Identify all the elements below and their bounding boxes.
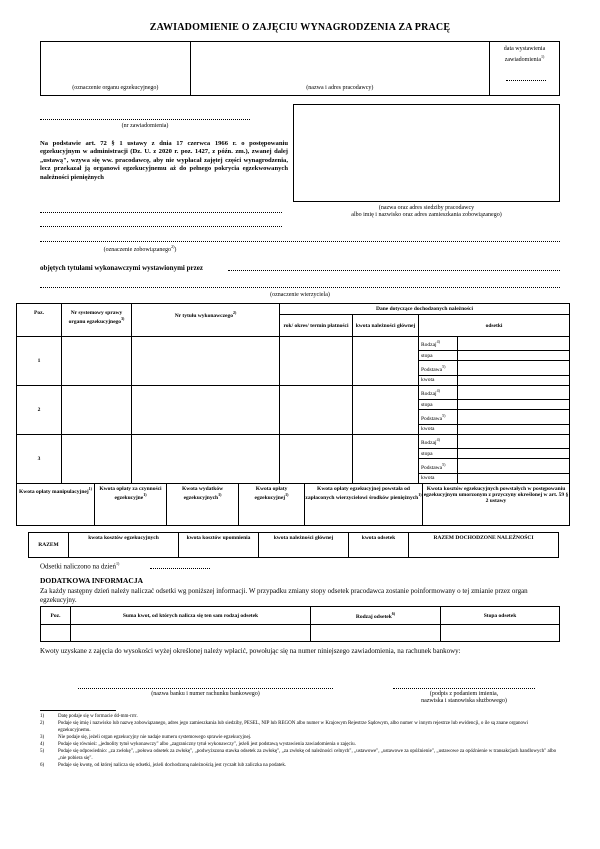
bank-caption: (nazwa banku i numer rachunku bankowego) <box>151 691 260 697</box>
col-title: Nr tytułu wykonawczego$^{2)}$ <box>132 304 280 337</box>
sub-rodzaj: Rodzaj$^{4)}$ <box>419 386 457 400</box>
total-interest: kwota odsetek <box>349 533 409 558</box>
fee-6: Kwota kosztów egzekucyjnych powstałych w postępowaniu egzekucyjnym umorzonym z przyczyny określonej w art. 59 § 2 ustawy <box>423 484 570 526</box>
notice-no-caption: (nr zawiadomienia) <box>121 123 169 129</box>
extra-col-3: Rodzaj odsetek$^{6)}$ <box>311 607 441 625</box>
row-1-title[interactable] <box>132 337 280 386</box>
col-period: rok/ okres/ termin płatności <box>280 315 353 337</box>
fee-2: Kwota opłaty za czynności egzekucyjne$^{1)}$ <box>95 484 167 526</box>
row-1-amount[interactable] <box>353 337 419 386</box>
sub-stopa-val[interactable] <box>457 351 569 361</box>
row-2-sub <box>419 386 569 434</box>
sub-kwota: kwota <box>419 473 457 483</box>
sub-podstawa-val[interactable] <box>457 459 569 473</box>
fee-1: Kwota opłaty manipulacyjnej$^{1)}$ <box>17 484 95 526</box>
footnote-5: 5) Podaje się odpowiednio: „za zwłokę", „połowa odsetek za zwłokę", „podwyższona stawka odsetek za zwłokę", „za zwłokę od należności celnych", „ustawowe", „ustawowe za opóźnienie", „ustawowe za opóźnienie w transakcjach handlowych" albo „nie pobiera się". <box>40 749 557 761</box>
row-1-sys[interactable] <box>62 337 132 386</box>
sub-rodzaj-val[interactable] <box>457 386 569 400</box>
legal-text: Na podstawie art. 72 § 1 ustawy z dnia 17 czerwca 1966 r. o postępowaniu egzekucyjnym w administracji (Dz. U. z 2020 r. poz. 1427, z późn. zm.), zwanej dalej „ustawą", wzywa się ww. pracodawcę, aby nie wypłacał zajętej części wynagrodzenia, lecz przekazał ją organowi egzekucyjnemu aż do pełnego pokrycia egzekwowanych należności pieniężnych <box>40 140 288 181</box>
extra-table <box>40 606 560 642</box>
extra-cell[interactable] <box>41 625 71 642</box>
employer-cell[interactable] <box>190 42 489 96</box>
sub-rodzaj-val[interactable] <box>457 337 569 351</box>
totals-table <box>28 532 559 558</box>
row-3-sys[interactable] <box>62 435 132 484</box>
footnote-1: 1) Datę podaje się w formacie dd-mm-rrrr. <box>40 714 138 719</box>
payment-text: Kwoty uzyskane z zajęcia do wysokości wyżej określonej należy wpłacić, powołując się na numer niniejszego zawiadomienia, na rachunek bankowy: <box>40 647 461 655</box>
row-1-sub <box>419 337 569 385</box>
extra-text: Za każdy następny dzień należy naliczać odsetki wg poniższej informacji. W przypadku zmiany stopy odsetek pracodawca zostanie poinformowany o tej zmianie przez organ egzekucyjny. <box>40 587 528 604</box>
extra-col-2: Suma kwot, od których nalicza się ten sam rodzaj odsetek <box>71 607 311 625</box>
footnotes <box>40 713 560 769</box>
obligor-line[interactable] <box>40 241 560 242</box>
row-3-amount[interactable] <box>353 435 419 484</box>
extra-col-1: Poz. <box>41 607 71 625</box>
footnote-separator <box>40 710 116 711</box>
row-2-poz: 2 <box>17 386 62 435</box>
titles-line[interactable] <box>228 270 560 271</box>
date-line <box>506 80 546 81</box>
row-2-sys[interactable] <box>62 386 132 435</box>
employer-caption: (nazwa i adres pracodawcy) <box>306 85 374 91</box>
interest-date-line[interactable] <box>150 568 210 569</box>
total-principal: kwota należności głównej <box>259 533 349 558</box>
extra-line-2[interactable] <box>40 226 282 227</box>
footnote-6: 6) Podaje się kwotę, od której nalicza się odsetki, jeżeli dochodzoną należnością jest ryczałt lub zaliczka na podatek. <box>40 763 287 768</box>
fees-table <box>16 483 570 526</box>
sub-stopa-val[interactable] <box>457 449 569 459</box>
fee-5: Kwota opłaty egzekucyjnej powstała od zapłaconych wierzycielowi środków pieniężnych$^{1)}$ <box>305 484 423 526</box>
total-costs: kwota kosztów egzekucyjnych <box>69 533 179 558</box>
sub-stopa: stopa <box>419 351 457 361</box>
col-poz: Poz. <box>17 304 62 337</box>
row-3-title[interactable] <box>132 435 280 484</box>
sub-podstawa: Podstawa$^{5)}$ <box>419 361 457 375</box>
header-table <box>40 41 560 96</box>
sub-podstawa-val[interactable] <box>457 410 569 424</box>
obligor-caption: (oznaczenie zobowiązanego$^{2)}$) <box>103 244 177 253</box>
main-table <box>16 303 570 484</box>
employer-address-box[interactable] <box>293 104 560 202</box>
row-2-period[interactable] <box>280 386 353 435</box>
row-2-interest <box>419 386 570 435</box>
row-1-poz: 1 <box>17 337 62 386</box>
footnote-4: 4) Podaje się również: „jednolity tytuł wykonawczy" albo „zagraniczny tytuł wykonawczy", jeżeli jest podstawą wystawienia zawiadomienia o zajęciu. <box>40 742 356 747</box>
creditor-caption: (oznaczenie wierzyciela) <box>270 292 330 298</box>
sub-kwota: kwota <box>419 375 457 385</box>
sub-stopa-val[interactable] <box>457 400 569 410</box>
row-1-interest <box>419 337 570 386</box>
sub-kwota: kwota <box>419 424 457 434</box>
organ-caption: (oznaczenie organu egzekucyjnego) <box>72 85 159 91</box>
sub-stopa: stopa <box>419 449 457 459</box>
bank-line[interactable] <box>78 688 333 689</box>
sub-kwota-val[interactable] <box>457 473 569 483</box>
extra-cell[interactable] <box>71 625 311 642</box>
col-sys: Nr systemowy sprawy organu egzekucyjnego$^{3)}$ <box>62 304 132 337</box>
totals-label: RAZEM <box>29 533 69 558</box>
col-interest: odsetki <box>419 315 570 337</box>
date-label: data wystawienia zawiadomienia$^{1)}$ <box>503 46 546 63</box>
row-3-period[interactable] <box>280 435 353 484</box>
row-3-interest <box>419 435 570 484</box>
sub-podstawa: Podstawa$^{5)}$ <box>419 410 457 424</box>
footnote-3: 3) Nie podaje się, jeżeli organ egzekucyjny nie nadaje numeru systemowego sprawie egzekucyjnej. <box>40 735 252 740</box>
col-amount: kwota należności głównej <box>353 315 419 337</box>
sub-rodzaj: Rodzaj$^{4)}$ <box>419 435 457 449</box>
row-3-poz: 3 <box>17 435 62 484</box>
sub-kwota-val[interactable] <box>457 424 569 434</box>
sub-rodzaj: Rodzaj$^{4)}$ <box>419 337 457 351</box>
employer-box-caption: (nazwa oraz adres siedziby pracodawcy albo imię i nazwisko oraz adres zamieszkania zobowiązanego) <box>351 205 502 218</box>
row-2-title[interactable] <box>132 386 280 435</box>
sub-podstawa: Podstawa$^{5)}$ <box>419 459 457 473</box>
row-3-sub <box>419 435 569 483</box>
extra-cell[interactable] <box>311 625 441 642</box>
date-cell[interactable] <box>490 42 560 96</box>
creditor-line[interactable] <box>40 287 560 288</box>
extra-line-1[interactable] <box>40 212 282 213</box>
col-data: Dane dotyczące dochodzonych należności <box>280 304 570 315</box>
fee-3: Kwota wydatków egzekucyjnych$^{1)}$ <box>167 484 239 526</box>
row-2-amount[interactable] <box>353 386 419 435</box>
total-all: RAZEM DOCHODZONE NALEŻNOŚCI <box>409 533 559 558</box>
signature-line[interactable] <box>393 688 535 689</box>
sub-rodzaj-val[interactable] <box>457 435 569 449</box>
row-1-period[interactable] <box>280 337 353 386</box>
signature-caption: (podpis z podaniem imienia, nazwiska i stanowiska służbowego) <box>421 691 507 704</box>
footnote-2: 2) Podaje się imię i nazwisko lub nazwę zobowiązanego, adres jego zamieszkania lub siedziby, PESEL, NIP lub REGON albo numer w Krajowym Rejestrze Sądowym, albo numer w innym rejestrze lub ewidencji, o ile są znane organowi egzekucyjnemu. <box>40 721 528 733</box>
extra-col-4: Stopa odsetek <box>441 607 560 625</box>
sub-kwota-val[interactable] <box>457 375 569 385</box>
interest-date: Odsetki naliczono na dzień$^{1)}$ <box>40 561 120 571</box>
titles-text: objętych tytułami wykonawczymi wystawionymi przez <box>40 264 203 272</box>
organ-cell[interactable] <box>41 42 191 96</box>
notice-no-line[interactable] <box>40 119 250 120</box>
sub-stopa: stopa <box>419 400 457 410</box>
extra-cell[interactable] <box>441 625 560 642</box>
total-reminder: kwota kosztów upomnienia <box>179 533 259 558</box>
extra-heading: DODATKOWA INFORMACJA <box>40 576 143 585</box>
document-title: ZAWIADOMIENIE O ZAJĘCIU WYNAGRODZENIA ZA PRACĘ <box>149 22 451 33</box>
sub-podstawa-val[interactable] <box>457 361 569 375</box>
fee-4: Kwota opłaty egzekucyjnej$^{1)}$ <box>239 484 305 526</box>
